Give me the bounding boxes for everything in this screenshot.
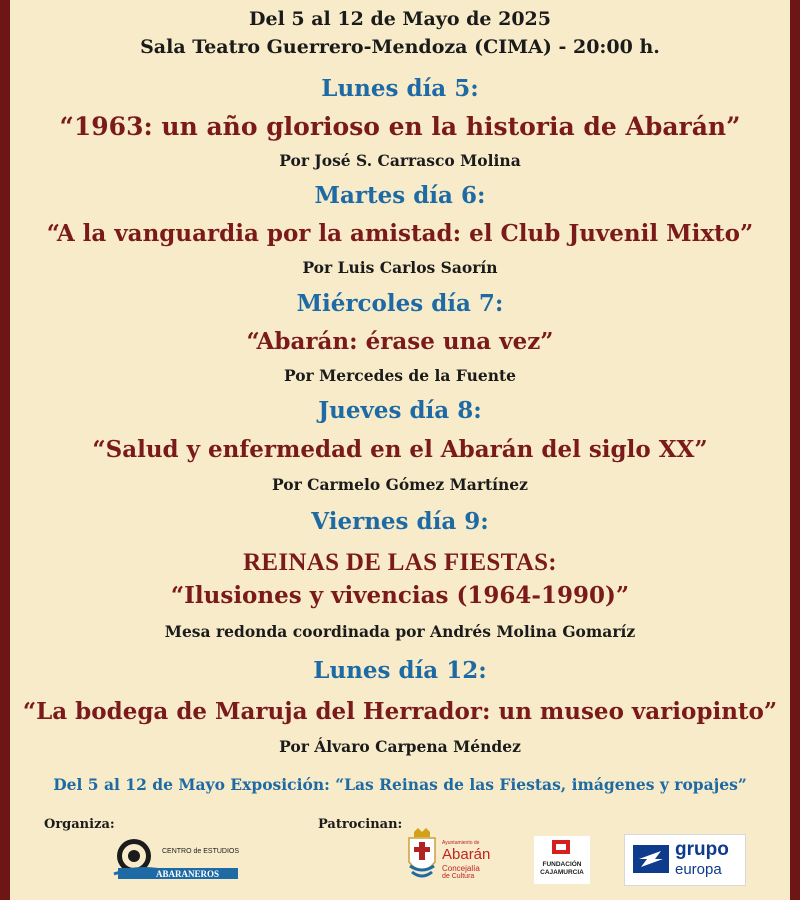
event-2-author: Por Luis Carlos Saorín [302,258,498,277]
grupo-europa-logo [624,834,746,886]
event-2-title: “A la vanguardia por la amistad: el Club Juvenil Mixto” [46,220,754,247]
caja-line2: CAJAMURCIA [540,869,584,876]
event-2-day: Martes día 6: [314,182,486,209]
ayto-line3: Concejalía [442,864,480,873]
event-1-title: “1963: un año glorioso en la historia de Abarán” [59,112,741,141]
europa-line1: grupo [675,839,729,860]
ayto-line4: de Cultura [442,873,475,880]
coat-of-arms-icon [404,828,440,886]
event-4-author: Por Carmelo Gómez Martínez [272,475,528,494]
centro-estudios-abaraneros-logo [110,834,240,882]
event-6-title: “La bodega de Maruja del Herrador: un museo variopinto” [22,698,778,725]
left-frame-border [0,0,10,900]
fundacion-cajamurcia-logo [534,836,590,884]
caja-line1: FUNDACIÓN [542,861,582,868]
event-3-author: Por Mercedes de la Fuente [283,366,517,385]
header-venue: Sala Teatro Guerrero-Mendoza (CIMA) - 20:00 h. [140,36,660,58]
cajamurcia-mark-icon [534,836,590,860]
exhibition-note: Del 5 al 12 de Mayo Exposición: “Las Reinas de las Fiestas, imágenes y ropajes” [53,775,747,794]
europa-line2: europa [675,861,722,878]
event-6-day: Lunes día 12: [313,657,487,684]
event-6-author: Por Álvaro Carpena Méndez [279,737,521,756]
event-4-day: Jueves día 8: [318,397,482,424]
poster [10,0,790,900]
event-3-day: Miércoles día 7: [296,290,504,317]
cea-logo-text-top: CENTRO de ESTUDIOS [162,848,240,855]
organiza-label: Organiza: [44,817,115,832]
right-frame-border [790,0,800,900]
ayto-line2: Abarán [442,846,491,863]
event-5-day: Viernes día 9: [311,508,489,535]
event-4-title: “Salud y enfermedad en el Abarán del siglo XX” [92,436,708,463]
europa-mark-icon [633,845,673,875]
patrocinan-label: Patrocinan: [318,817,403,832]
ayto-line1: Ayuntamiento de [442,840,480,846]
event-5-author: Mesa redonda coordinada por Andrés Molina Gomaríz [164,622,636,641]
event-5-heading: REINAS DE LAS FIESTAS: [243,549,557,576]
event-5-title: “Ilusiones y vivencias (1964-1990)” [170,582,630,609]
ayuntamiento-abaran-logo [404,828,514,886]
event-1-day: Lunes día 5: [321,75,479,102]
header-dates: Del 5 al 12 de Mayo de 2025 [249,8,551,30]
event-1-author: Por José S. Carrasco Molina [279,151,521,170]
event-3-title: “Abarán: érase una vez” [246,328,554,355]
cea-logo-text-bottom: ABARANEROS [156,869,220,879]
